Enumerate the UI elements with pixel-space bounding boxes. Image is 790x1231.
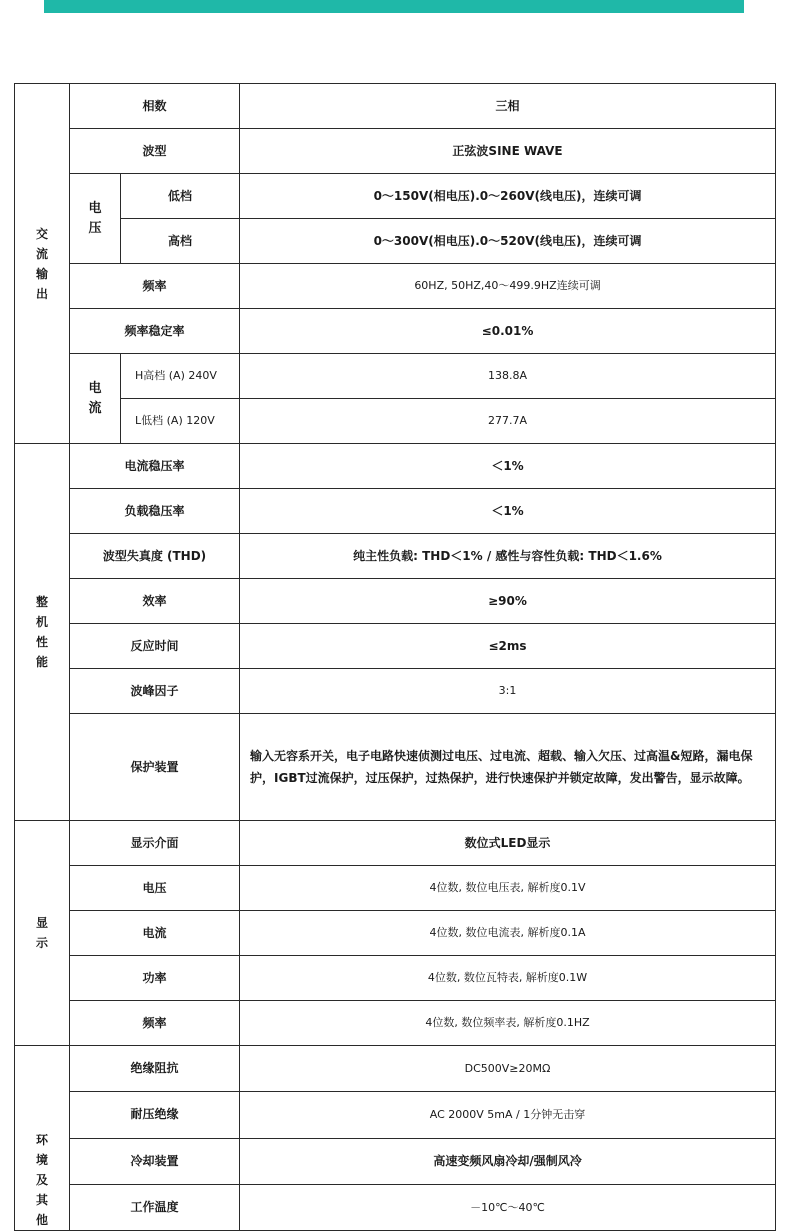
load-reg-value: ＜1%	[240, 489, 776, 534]
table-row	[15, 534, 776, 579]
phase-label: 相数	[70, 84, 240, 129]
display-current-label: 电流	[70, 911, 240, 956]
table-row	[15, 129, 776, 174]
waveform-value: 正弦波SINE WAVE	[240, 129, 776, 174]
top-accent-bar	[44, 0, 744, 13]
freq-stability-label: 频率稳定率	[70, 309, 240, 354]
table-row	[15, 1092, 776, 1138]
table-row	[15, 219, 776, 264]
frequency-value: 60HZ, 50HZ,40～499.9HZ连续可调	[240, 264, 776, 309]
withstand-label: 耐压绝缘	[70, 1092, 240, 1138]
table-row	[15, 354, 776, 399]
table-row	[15, 821, 776, 866]
table-row	[15, 399, 776, 444]
withstand-value: AC 2000V 5mA / 1分钟无击穿	[240, 1092, 776, 1138]
group-ac-output: 交流输出	[15, 84, 70, 444]
table-row	[15, 911, 776, 956]
table-row	[15, 174, 776, 219]
table-row	[15, 624, 776, 669]
display-power-value: 4位数, 数位瓦特表, 解析度0.1W	[240, 956, 776, 1001]
protection-label: 保护装置	[70, 714, 240, 821]
current-l-label: L低档 (A) 120V	[121, 399, 240, 444]
display-interface-value: 数位式LED显示	[240, 821, 776, 866]
table-row	[15, 669, 776, 714]
freq-stability-value: ≤0.01%	[240, 309, 776, 354]
group-performance: 整机性能	[15, 444, 70, 821]
temp-label: 工作温度	[70, 1184, 240, 1230]
group-display: 显示	[15, 821, 70, 1046]
display-voltage-value: 4位数, 数位电压表, 解析度0.1V	[240, 866, 776, 911]
cooling-value: 高速变频风扇冷却/强制风冷	[240, 1138, 776, 1184]
current-l-value: 277.7A	[240, 399, 776, 444]
load-reg-label: 负载稳压率	[70, 489, 240, 534]
display-current-value: 4位数, 数位电流表, 解析度0.1A	[240, 911, 776, 956]
table-row	[15, 714, 776, 821]
thd-label: 波型失真度 (THD)	[70, 534, 240, 579]
table-row	[15, 309, 776, 354]
table-row	[15, 444, 776, 489]
display-interface-label: 显示介面	[70, 821, 240, 866]
table-row	[15, 264, 776, 309]
response-value: ≤2ms	[240, 624, 776, 669]
current-reg-value: ＜1%	[240, 444, 776, 489]
current-h-label: H高档 (A) 240V	[121, 354, 240, 399]
insulation-label: 绝缘阻抗	[70, 1046, 240, 1092]
display-power-label: 功率	[70, 956, 240, 1001]
voltage-sub-label: 电压	[70, 174, 121, 264]
table-row	[15, 866, 776, 911]
protection-value: 输入无容系开关，电子电路快速侦测过电压、过电流、超载、输入欠压、过高温&短路，漏电保护，IGBT过流保护，过压保护，过热保护，进行快速保护并锁定故障，发出警告，显示故障。	[240, 714, 776, 821]
response-label: 反应时间	[70, 624, 240, 669]
waveform-label: 波型	[70, 129, 240, 174]
current-sub-label: 电流	[70, 354, 121, 444]
spec-table	[14, 83, 776, 1231]
crest-label: 波峰因子	[70, 669, 240, 714]
efficiency-value: ≥90%	[240, 579, 776, 624]
crest-value: 3:1	[240, 669, 776, 714]
group-environment: 环境及其他	[15, 1046, 70, 1231]
table-row	[15, 1184, 776, 1230]
current-reg-label: 电流稳压率	[70, 444, 240, 489]
high-range-value: 0～300V(相电压).0～520V(线电压)，连续可调	[240, 219, 776, 264]
table-row	[15, 1046, 776, 1092]
efficiency-label: 效率	[70, 579, 240, 624]
frequency-label: 频率	[70, 264, 240, 309]
table-row	[15, 84, 776, 129]
current-h-value: 138.8A	[240, 354, 776, 399]
table-row	[15, 489, 776, 534]
table-row	[15, 956, 776, 1001]
phase-value: 三相	[240, 84, 776, 129]
display-frequency-value: 4位数, 数位频率表, 解析度0.1HZ	[240, 1001, 776, 1046]
temp-value: －10℃～40℃	[240, 1184, 776, 1230]
cooling-label: 冷却装置	[70, 1138, 240, 1184]
table-row	[15, 1001, 776, 1046]
display-frequency-label: 频率	[70, 1001, 240, 1046]
insulation-value: DC500V≥20MΩ	[240, 1046, 776, 1092]
table-row	[15, 579, 776, 624]
display-voltage-label: 电压	[70, 866, 240, 911]
high-range-label: 高档	[121, 219, 240, 264]
low-range-label: 低档	[121, 174, 240, 219]
low-range-value: 0～150V(相电压).0～260V(线电压)，连续可调	[240, 174, 776, 219]
table-row	[15, 1138, 776, 1184]
thd-value: 纯主性负载: THD＜1% / 感性与容性负载: THD＜1.6%	[240, 534, 776, 579]
